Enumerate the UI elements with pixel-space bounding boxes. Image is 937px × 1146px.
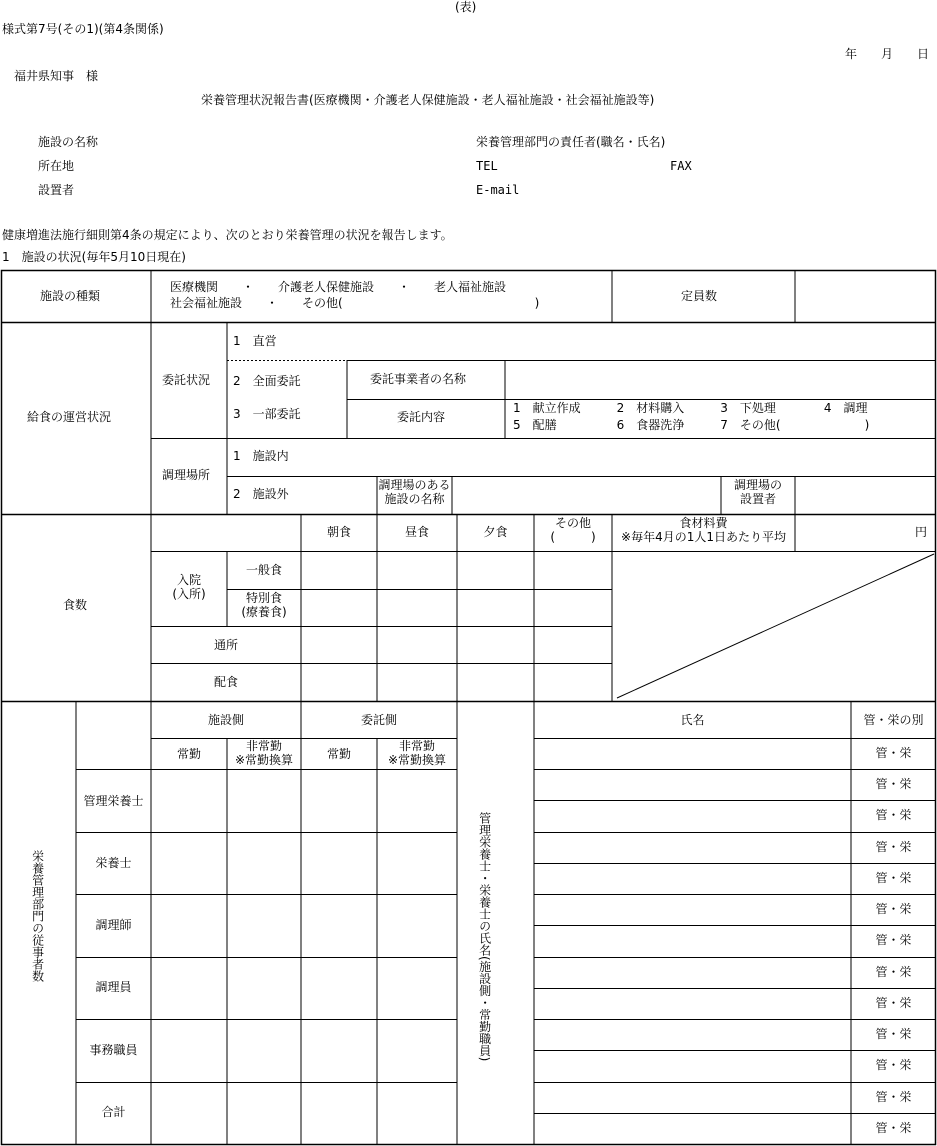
facility-fulltime-header: 常勤 bbox=[176, 747, 201, 761]
capacity-label: 定員数 bbox=[681, 289, 718, 303]
kind-cell: 管・栄 bbox=[875, 902, 912, 916]
role-cook: 調理師 bbox=[95, 918, 132, 932]
special-meal-label: 特別食 (療養食) bbox=[241, 591, 287, 620]
consign-option-full: 2 全面委託 bbox=[233, 374, 301, 388]
staff-count-label: 栄養管理部門の従事者数 bbox=[30, 850, 45, 982]
form-number: 様式第7号(その1)(第4条関係) bbox=[2, 22, 164, 36]
role-clerk: 事務職員 bbox=[89, 1043, 138, 1057]
facility-name-label: 施設の名称 bbox=[38, 135, 99, 149]
intro-text: 健康増進法施行細則第4条の規定により、次のとおり栄養管理の状況を報告します。 bbox=[2, 228, 453, 242]
breakfast-header: 朝食 bbox=[326, 525, 351, 539]
lunch-header: 昼食 bbox=[404, 525, 429, 539]
page-mark: (表) bbox=[455, 0, 477, 14]
general-meal-label: 一般食 bbox=[245, 563, 282, 577]
name-header: 氏名 bbox=[680, 713, 705, 727]
consign-contents-label: 委託内容 bbox=[397, 410, 446, 424]
consign-contents-2: 5 配膳 6 食器洗浄 7 その他( ) bbox=[513, 418, 870, 432]
other-meal-header: その他 ( ) bbox=[550, 516, 596, 545]
kind-header: 管・栄の別 bbox=[863, 713, 924, 727]
manager-label: 栄養管理部門の責任者(職名・氏名) bbox=[476, 135, 666, 149]
kitchen-owner-label: 調理場の 設置者 bbox=[733, 478, 782, 507]
consign-side-header: 委託側 bbox=[360, 713, 397, 727]
section-heading: 1 施設の状況(毎年5月10日現在) bbox=[2, 250, 186, 264]
facility-type-options-2: 社会福祉施設 ・ その他( ) bbox=[170, 296, 540, 310]
consign-contents-1: 1 献立作成 2 材料購入 3 下処理 4 調理 bbox=[513, 401, 868, 415]
kind-cell: 管・栄 bbox=[875, 933, 912, 947]
kitchen-facility-name-label: 調理場のある 施設の名称 bbox=[378, 478, 451, 507]
facility-type-label: 施設の種類 bbox=[40, 289, 101, 303]
kitchen-location-label: 調理場所 bbox=[162, 468, 211, 482]
food-cost-label: 食材料費 ※毎年4月の1人1日あたり平均 bbox=[621, 516, 786, 545]
consign-option-partial: 3 一部委託 bbox=[233, 407, 301, 421]
kind-cell: 管・栄 bbox=[875, 777, 912, 791]
outpatient-label: 通所 bbox=[213, 638, 238, 652]
tel-label: TEL bbox=[476, 159, 498, 173]
kind-cell: 管・栄 bbox=[875, 1090, 912, 1104]
kind-cell: 管・栄 bbox=[875, 808, 912, 822]
kitchen-option-inside: 1 施設内 bbox=[233, 449, 289, 463]
consign-parttime-header: 非常勤 ※常勤換算 bbox=[387, 739, 447, 768]
consign-label: 委託状況 bbox=[162, 373, 211, 387]
meal-ops-label: 給食の運営状況 bbox=[27, 410, 112, 424]
address-label: 所在地 bbox=[38, 159, 75, 173]
kind-cell: 管・栄 bbox=[875, 840, 912, 854]
facility-parttime-header: 非常勤 ※常勤換算 bbox=[234, 739, 294, 768]
meal-count-label: 食数 bbox=[63, 598, 88, 612]
kind-cell: 管・栄 bbox=[875, 965, 912, 979]
kind-cell: 管・栄 bbox=[875, 1058, 912, 1072]
consign-option-direct: 1 直営 bbox=[233, 334, 277, 348]
inpatient-label: 入院 (入所) bbox=[172, 573, 206, 602]
role-total: 合計 bbox=[101, 1105, 126, 1119]
kind-cell: 管・栄 bbox=[875, 1121, 912, 1135]
role-dietitian: 栄養士 bbox=[95, 856, 132, 870]
role-kitchen-staff: 調理員 bbox=[95, 980, 132, 994]
addressee: 福井県知事 様 bbox=[14, 69, 99, 83]
kind-cell: 管・栄 bbox=[875, 871, 912, 885]
contractor-name-label: 委託事業者の名称 bbox=[370, 372, 467, 386]
names-column-label: 管理栄養士・栄養士の氏名(施設側・常勤職員) bbox=[477, 812, 492, 1062]
form-title: 栄養管理状況報告書(医療機関・介護老人保健施設・老人福祉施設・社会福祉施設等) bbox=[201, 93, 655, 107]
dinner-header: 夕食 bbox=[483, 525, 508, 539]
kind-cell: 管・栄 bbox=[875, 746, 912, 760]
founder-label: 設置者 bbox=[38, 183, 75, 197]
kind-cell: 管・栄 bbox=[875, 1027, 912, 1041]
kitchen-option-outside: 2 施設外 bbox=[233, 487, 289, 501]
date-line: 年 月 日 bbox=[845, 47, 930, 61]
role-registered-dietitian: 管理栄養士 bbox=[83, 794, 144, 808]
consign-fulltime-header: 常勤 bbox=[326, 747, 351, 761]
facility-side-header: 施設側 bbox=[207, 713, 244, 727]
fax-label: FAX bbox=[670, 159, 692, 173]
delivery-label: 配食 bbox=[213, 675, 238, 689]
facility-type-options-1: 医療機関 ・ 介護老人保健施設 ・ 老人福祉施設 bbox=[170, 280, 507, 294]
yen-unit: 円 bbox=[915, 525, 928, 539]
kind-cell: 管・栄 bbox=[875, 996, 912, 1010]
email-label: E-mail bbox=[476, 183, 520, 197]
